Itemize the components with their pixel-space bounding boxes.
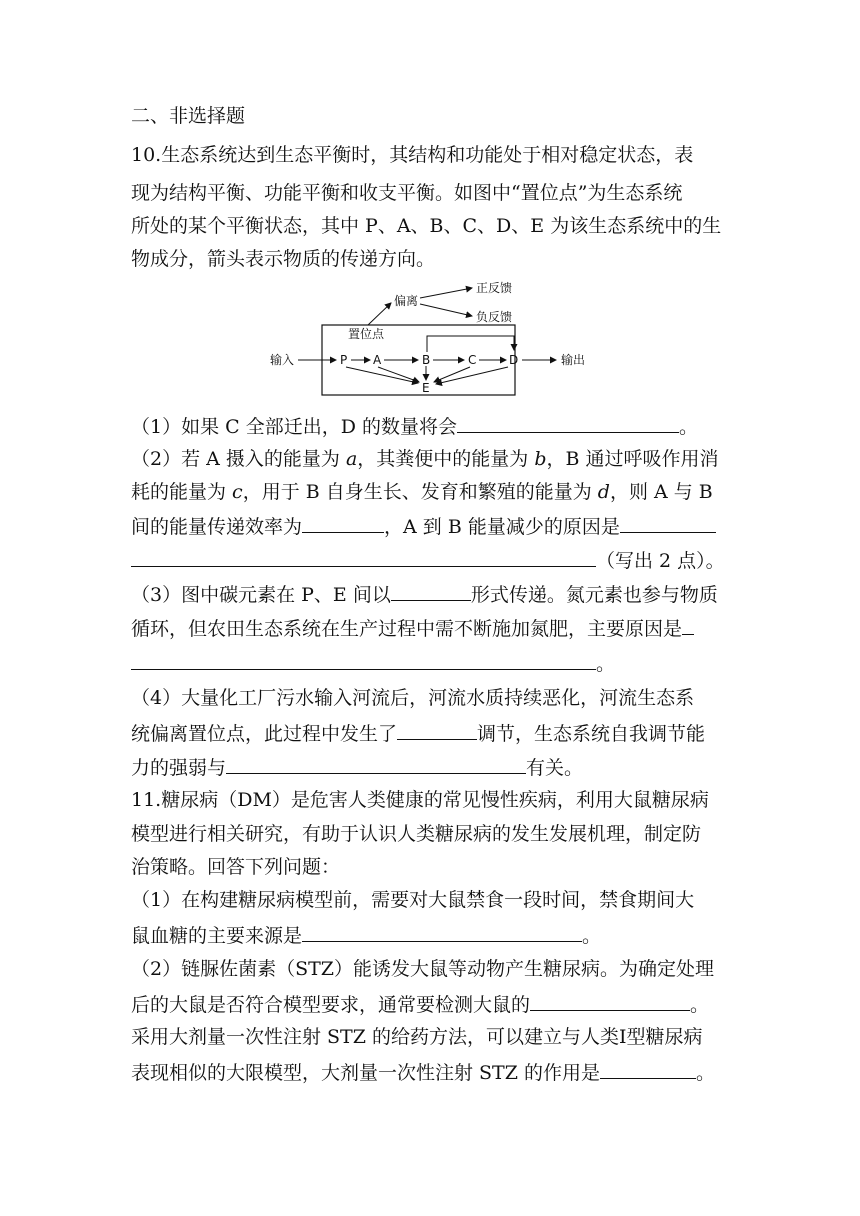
output-label: 输出 [561,353,586,367]
q10-part-3-line-2: 循环，但农田生态系统在生产过程中需不断施加氮肥，主要原因是 [131,615,731,641]
answer-blank[interactable] [391,581,471,601]
node-b: B [422,353,431,367]
q10-intro-line-3: 所处的某个平衡状态，其中 P、A、B、C、D、E 为该生态系统中的生 [131,215,722,237]
q10-part-3-line-1: （3）图中碳元素在 P、E 间以 形式传递。氮元素也参与物质 [131,581,731,607]
q11-intro-line-3: 治策略。回答下列问题： [131,856,341,878]
setpoint-label: 置位点 [348,327,385,341]
negative-feedback-label: 负反馈 [476,310,513,324]
answer-blank[interactable] [397,720,477,740]
q11-part-2-line-4: 表现相似的大限模型，大剂量一次性注射 STZ 的作用是 。 [131,1059,731,1085]
answer-blank[interactable] [530,991,690,1011]
q10-part-2-line-4: （写出 2 点）。 [131,547,731,573]
answer-blank[interactable] [131,547,596,567]
node-d: D [509,353,519,367]
answer-blank[interactable] [457,413,679,433]
answer-blank[interactable] [302,922,582,942]
answer-blank[interactable] [302,513,384,533]
q11-part-2-line-2: 后的大鼠是否符合模型要求，通常要检测大鼠的 。 [131,991,731,1017]
q11-intro-line-1: 11.糖尿病（DM）是危害人类健康的常见慢性疾病，利用大鼠糖尿病 [131,789,709,811]
node-c: C [468,353,477,367]
answer-blank[interactable] [620,513,716,533]
node-p: P [340,353,348,367]
deviation-label: 偏离 [394,294,419,308]
answer-blank[interactable] [600,1059,696,1079]
answer-blank[interactable] [682,615,694,635]
q10-part-4-line-2: 统偏离置位点，此过程中发生了 调节，生态系统自我调节能 [131,720,731,746]
section-title: 二、非选择题 [131,105,246,127]
q10-intro-line-1: 10.生态系统达到生态平衡时，其结构和功能处于相对稳定状态，表 [131,144,694,166]
q11-part-1-line-1: （1）在构建糖尿病模型前，需要对大鼠禁食一段时间，禁食期间大 [131,889,695,911]
positive-feedback-label: 正反馈 [476,281,513,295]
q10-part-2-line-2: 耗的能量为 c，用于 B 自身生长、发育和繁殖的能量为 d，则 A 与 B [131,481,713,503]
q10-part-2-line-1: （2）若 A 摄入的能量为 a，其粪便中的能量为 b，B 通过呼吸作用消 [131,448,719,470]
q10-part-2-line-3: 间的能量传递效率为 ，A 到 B 能量减少的原因是 [131,513,731,539]
q10-part-4-line-1: （4）大量化工厂污水输入河流后，河流水质持续恶化，河流生态系 [131,687,695,709]
node-a: A [373,353,382,367]
ecosystem-balance-diagram [258,270,598,400]
q11-intro-line-2: 模型进行相关研究，有助于认识人类糖尿病的发生发展机理，制定防 [131,823,702,845]
q10-part-1: （1）如果 C 全部迁出，D 的数量将会 。 [131,413,731,439]
q10-intro-line-2: 现为结构平衡、功能平衡和收支平衡。如图中“置位点”为生态系统 [131,182,683,204]
q11-part-1-line-2: 鼠血糖的主要来源是 。 [131,922,731,948]
q10-intro-line-4: 物成分，箭头表示物质的传递方向。 [131,248,436,270]
node-e: E [422,381,430,395]
q10-part-4-line-3: 力的强弱与 有关。 [131,754,731,780]
input-label: 输入 [270,353,295,367]
answer-blank[interactable] [226,754,526,774]
q11-part-2-line-1: （2）链脲佐菌素（STZ）能诱发大鼠等动物产生糖尿病。为确定处理 [131,958,714,980]
q10-part-3-line-3: 。 [131,650,731,676]
answer-blank[interactable] [131,650,596,670]
q11-part-2-line-3: 采用大剂量一次性注射 STZ 的给药方法，可以建立与人类Ⅰ型糖尿病 [131,1026,703,1048]
